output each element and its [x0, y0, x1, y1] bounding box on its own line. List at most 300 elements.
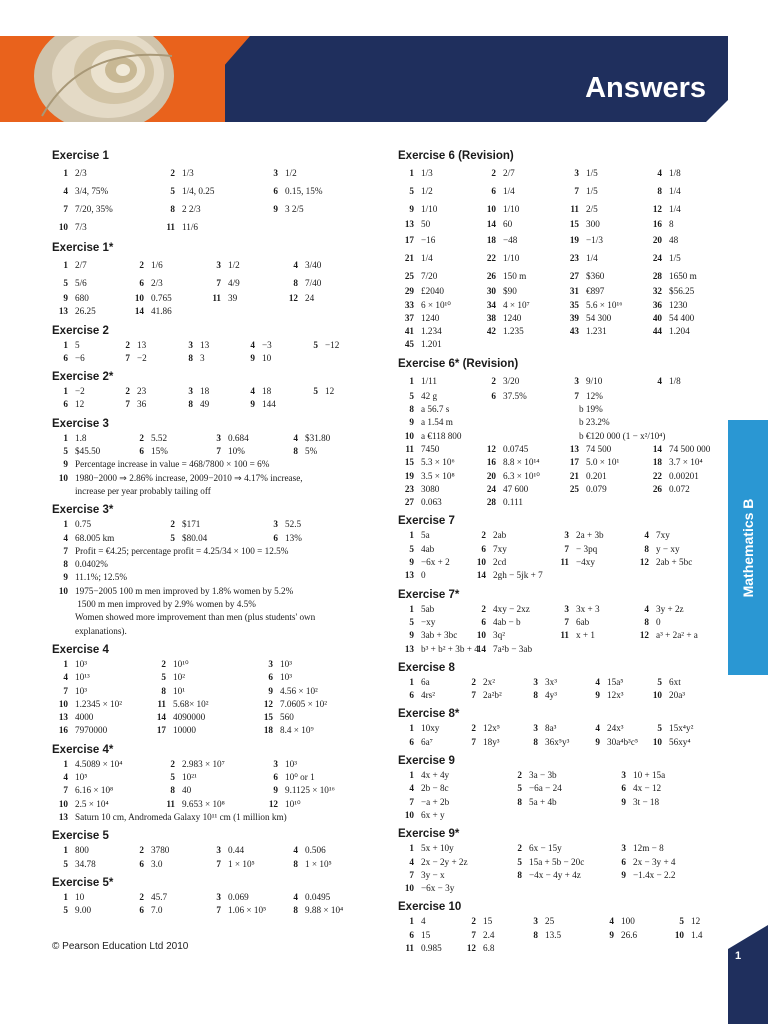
- question-number: 8: [293, 905, 298, 916]
- page-title: Answers: [585, 72, 706, 104]
- answer-text: 0.15, 15%: [285, 186, 323, 196]
- question-number: 7: [216, 905, 221, 916]
- answer-item: [398, 782, 449, 795]
- question-number: 1: [409, 603, 414, 614]
- side-tab: [728, 420, 768, 675]
- answer-row: [52, 472, 364, 485]
- answer-text: 6ab: [576, 616, 590, 627]
- question-number: 3: [216, 432, 221, 443]
- answer-text: 1.201: [421, 339, 442, 350]
- answer-item: [480, 443, 528, 456]
- answer-text: 0.506: [305, 845, 326, 856]
- answer-text: 3ab + 3bc: [421, 630, 458, 641]
- answer-text: 10³: [285, 758, 297, 769]
- answer-item: [52, 771, 87, 784]
- answer-text: 7xy: [656, 530, 670, 541]
- answer-text: 0.069: [228, 891, 249, 902]
- answer-text: 74 500: [586, 443, 612, 454]
- answer-text: 0.072: [669, 483, 690, 494]
- question-number: 5: [313, 386, 318, 397]
- answer-item: [282, 274, 321, 292]
- question-number: 9: [621, 796, 626, 807]
- answer-text: 1.234: [421, 326, 442, 337]
- question-number: 39: [569, 312, 579, 323]
- question-number: 3: [574, 168, 579, 178]
- answer-item: [460, 915, 492, 928]
- answer-text: 15a + 5b − 20c: [529, 856, 585, 867]
- exercise-block: [398, 358, 716, 510]
- answer-text: 800: [75, 845, 89, 856]
- answer-item: [128, 891, 167, 904]
- exercise-block: [52, 325, 364, 366]
- answer-text: 5.0 × 10¹: [586, 457, 620, 468]
- answer-text: 4ab: [421, 543, 435, 554]
- question-number: 3: [273, 758, 278, 769]
- answer-item: [150, 724, 196, 737]
- answer-row: [398, 736, 716, 749]
- answer-item: [480, 372, 519, 390]
- answer-item: [398, 416, 453, 429]
- answer-text: 1240: [421, 312, 440, 323]
- answer-text: 1.2345 × 10²: [75, 698, 122, 709]
- answer-item: [52, 274, 87, 292]
- question-number: 17: [156, 725, 166, 736]
- answer-text: b³ + b² + 3b + 4: [421, 643, 479, 654]
- answer-text: b €120 000 (1 − x²/10⁴): [579, 430, 666, 441]
- answer-item: [52, 305, 96, 318]
- answer-item: [470, 543, 507, 556]
- question-number: 6: [481, 616, 486, 627]
- answer-item: [460, 689, 502, 702]
- question-number: 30: [486, 286, 496, 297]
- question-number: 7: [471, 690, 476, 701]
- answer-item: [398, 312, 439, 325]
- answer-item: [563, 299, 622, 312]
- answer-item: [480, 231, 517, 249]
- answer-text: 3780: [151, 845, 170, 856]
- answer-text: Percentage increase in value = 468/7800 × 100 = 6%: [75, 459, 270, 470]
- answer-item: [205, 904, 266, 917]
- answer-item: [480, 312, 521, 325]
- answer-item: [262, 758, 297, 771]
- question-number: 10: [134, 293, 144, 303]
- answer-item: [177, 339, 209, 352]
- answer-text: 5%: [305, 446, 318, 457]
- answer-item: [282, 891, 330, 904]
- answer-text: −1.4x − 2.2: [633, 869, 676, 880]
- answer-text: 4xy − 2xz: [493, 603, 530, 614]
- exercise-block: [52, 418, 364, 498]
- question-number: 9: [268, 685, 273, 696]
- answer-item: [480, 182, 515, 200]
- exercise-block: [52, 242, 364, 319]
- answer-item: [205, 844, 244, 857]
- answer-item: [398, 390, 437, 403]
- answer-item: [646, 249, 681, 267]
- question-number: 2: [491, 168, 496, 178]
- answer-text: 10¹³: [75, 672, 90, 683]
- question-number: 1: [409, 916, 414, 927]
- answer-item: [563, 312, 611, 325]
- answer-text: 680: [75, 293, 89, 303]
- question-number: 2: [139, 845, 144, 856]
- answer-text: 1/4: [586, 253, 598, 264]
- answer-item: [114, 339, 146, 352]
- answer-item: [52, 558, 108, 571]
- answer-item: [159, 164, 194, 182]
- answer-text: 12m − 8: [633, 843, 664, 854]
- question-number: 2: [170, 168, 175, 178]
- question-number: 6: [491, 186, 496, 196]
- answer-text: 0.00201: [669, 470, 699, 481]
- answer-item: [52, 292, 89, 305]
- answer-row: [398, 689, 716, 702]
- question-number: 3: [564, 530, 569, 541]
- answer-text: 1.4: [691, 929, 703, 940]
- answer-row: [52, 518, 364, 531]
- question-number: 1: [63, 339, 68, 350]
- question-number: 8: [657, 186, 662, 196]
- question-number: 7: [574, 390, 579, 401]
- answer-item: [52, 798, 109, 811]
- answer-item: [257, 698, 327, 711]
- answer-text: 1/6: [151, 260, 163, 270]
- answer-text: 0: [656, 616, 661, 627]
- answer-item: [159, 532, 207, 545]
- answer-row: [52, 305, 364, 318]
- answer-text: −12: [325, 339, 340, 350]
- answer-text: 74 500 000: [669, 443, 711, 454]
- answer-item: [52, 625, 127, 638]
- question-number: 10: [476, 630, 486, 641]
- answer-item: [262, 200, 304, 218]
- answer-item: [470, 569, 543, 582]
- answer-text: 1500 m men improved by 2.9% women by 4.5%: [75, 599, 256, 610]
- question-number: 4: [250, 339, 255, 350]
- answer-text: −1/3: [586, 235, 603, 246]
- question-number: 3: [188, 339, 193, 350]
- answer-item: [128, 305, 172, 318]
- question-number: 11: [560, 630, 569, 641]
- answer-item: [563, 325, 607, 338]
- answer-row: [398, 164, 716, 182]
- question-number: 21: [569, 470, 579, 481]
- exercise-title: Exercise 6* (Revision): [398, 357, 519, 370]
- question-number: 6: [481, 543, 486, 554]
- answer-text: −6: [75, 352, 85, 363]
- question-number: 19: [404, 470, 414, 481]
- question-number: 15: [404, 457, 414, 468]
- answer-text: $360: [586, 271, 605, 282]
- answer-text: a 56.7 s: [421, 404, 450, 415]
- answer-item: [480, 470, 540, 483]
- answer-text: 100: [621, 916, 635, 927]
- answer-item: [646, 736, 691, 749]
- question-number: 23: [404, 483, 414, 494]
- answer-item: [398, 869, 445, 882]
- question-number: 9: [595, 736, 600, 747]
- question-number: 2: [481, 603, 486, 614]
- answer-row: [398, 372, 716, 390]
- answer-text: 6.16 × 10⁸: [75, 785, 114, 796]
- answer-text: 8.8 × 10¹⁴: [503, 457, 540, 468]
- answer-item: [282, 292, 314, 305]
- question-number: 12: [639, 557, 649, 568]
- answer-item: [563, 267, 604, 285]
- answer-text: 6x − 15y: [529, 843, 562, 854]
- answer-text: 2/7: [75, 260, 87, 270]
- answer-text: 2 2/3: [182, 204, 201, 214]
- answer-text: 1/5: [586, 168, 598, 178]
- question-number: 4: [644, 530, 649, 541]
- question-number: 8: [293, 446, 298, 457]
- answer-item: [563, 249, 598, 267]
- question-number: 16: [58, 725, 68, 736]
- answer-text: 15: [421, 929, 431, 940]
- answer-row: [398, 200, 716, 218]
- answer-text: 0.75: [75, 519, 92, 530]
- exercise-block: [398, 515, 716, 582]
- answer-item: [159, 771, 197, 784]
- answer-text: 1/4: [421, 253, 433, 264]
- answer-item: [257, 671, 292, 684]
- answer-text: 24: [305, 293, 315, 303]
- question-number: 7: [216, 858, 221, 869]
- answer-item: [52, 352, 85, 365]
- question-number: 8: [533, 736, 538, 747]
- answer-item: [633, 629, 698, 642]
- question-number: 36: [652, 299, 662, 310]
- question-number: 7: [574, 186, 579, 196]
- answer-item: [52, 685, 87, 698]
- question-number: 5: [63, 278, 68, 288]
- answer-item: [398, 470, 455, 483]
- question-number: 2: [517, 770, 522, 781]
- answer-row: [52, 256, 364, 274]
- answer-text: 15: [483, 916, 493, 927]
- answer-text: 3x³: [545, 676, 557, 687]
- answer-text: 1975−2005 100 m men improved by 1.8% women by 5.2%: [75, 585, 294, 596]
- answer-item: [52, 784, 113, 797]
- question-number: 12: [288, 293, 298, 303]
- answer-item: [177, 398, 209, 411]
- question-number: 4: [409, 856, 414, 867]
- answer-item: [398, 267, 437, 285]
- question-number: 2: [517, 843, 522, 854]
- answer-text: 1/4, 0.25: [182, 186, 215, 196]
- answer-text: 37.5%: [503, 390, 527, 401]
- question-number: 3: [621, 770, 626, 781]
- answer-item: [257, 658, 292, 671]
- answer-item: [398, 569, 426, 582]
- question-number: 26: [486, 271, 496, 282]
- question-number: 7: [125, 399, 130, 410]
- answer-text: 12: [691, 916, 701, 927]
- exercise-block: [52, 830, 364, 871]
- answer-item: [52, 385, 85, 398]
- answer-item: [128, 904, 162, 917]
- question-number: 13: [404, 570, 414, 581]
- answer-text: 24x³: [607, 723, 624, 734]
- question-number: 6: [273, 186, 278, 196]
- answer-item: [282, 256, 321, 274]
- answer-text: 2ab: [493, 530, 507, 541]
- exercise-block: [398, 150, 716, 352]
- answer-item: [262, 518, 301, 531]
- answer-row: [398, 643, 716, 656]
- answer-item: [398, 249, 433, 267]
- question-number: 7: [564, 543, 569, 554]
- question-number: 5: [63, 446, 68, 457]
- answer-item: [150, 711, 205, 724]
- answer-text: −2: [75, 386, 85, 397]
- answer-text: 10³: [280, 672, 292, 683]
- question-number: 9: [273, 204, 278, 214]
- question-number: 6: [273, 772, 278, 783]
- answer-item: [480, 456, 539, 469]
- answer-item: [522, 676, 557, 689]
- question-number: 26: [652, 483, 662, 494]
- answer-text: 1/3: [421, 168, 433, 178]
- answer-text: 4ab − b: [493, 616, 521, 627]
- answer-item: [205, 292, 237, 305]
- answer-item: [52, 811, 287, 824]
- answer-text: 1/2: [421, 186, 433, 196]
- answer-item: [584, 722, 624, 735]
- answer-item: [239, 398, 276, 411]
- question-number: 8: [533, 929, 538, 940]
- answer-text: 10⁰ or 1: [285, 772, 315, 783]
- question-number: 4: [657, 168, 662, 178]
- answer-text: 3.0: [151, 858, 163, 869]
- question-number: 8: [409, 404, 414, 415]
- answer-row: [52, 671, 364, 684]
- answer-item: [398, 182, 433, 200]
- question-number: 14: [476, 570, 486, 581]
- answer-text: 12: [325, 386, 335, 397]
- question-number: 27: [404, 497, 414, 508]
- answer-item: [633, 616, 661, 629]
- question-number: 3: [564, 603, 569, 614]
- answer-row: [398, 942, 716, 955]
- answer-item: [159, 200, 201, 218]
- answer-item: [553, 529, 604, 542]
- question-number: 11: [157, 698, 166, 709]
- answer-item: [52, 758, 122, 771]
- answer-text: 7.0605 × 10²: [280, 698, 327, 709]
- answer-item: [563, 182, 598, 200]
- exercise-title: Exercise 8: [398, 661, 455, 674]
- question-number: 3: [273, 519, 278, 530]
- answer-row: [398, 285, 716, 298]
- question-number: 45: [404, 339, 414, 350]
- question-number: 22: [486, 253, 496, 264]
- question-number: 1: [63, 260, 68, 270]
- question-number: 24: [486, 483, 496, 494]
- answer-item: [460, 942, 494, 955]
- answer-item: [398, 543, 434, 556]
- exercise-title: Exercise 2*: [52, 371, 114, 384]
- answer-text: 2x − 2y + 2z: [421, 856, 468, 867]
- question-number: 12: [639, 630, 649, 641]
- question-number: 6: [409, 736, 414, 747]
- question-number: 10: [652, 736, 662, 747]
- answer-row: [52, 445, 364, 458]
- answer-text: 7xy: [493, 543, 507, 554]
- answer-item: [584, 736, 638, 749]
- answer-text: x + 1: [576, 630, 595, 641]
- answer-item: [480, 390, 527, 403]
- question-number: 2: [125, 339, 130, 350]
- answer-text: 2/5: [586, 204, 598, 214]
- question-number: 10: [58, 472, 68, 483]
- answer-text: 560: [280, 712, 294, 723]
- question-number: 27: [569, 271, 579, 282]
- answer-text: −6a − 24: [529, 783, 562, 794]
- question-number: 8: [533, 690, 538, 701]
- answer-text: 7/20, 35%: [75, 204, 113, 214]
- question-number: 10: [486, 204, 496, 214]
- answer-text: 0.079: [586, 483, 607, 494]
- answer-item: [52, 472, 303, 485]
- answer-text: 10²¹: [182, 772, 197, 783]
- answer-text: 0.201: [586, 470, 607, 481]
- answer-item: [128, 844, 169, 857]
- question-number: 1: [409, 530, 414, 541]
- question-number: 13: [404, 643, 414, 654]
- question-number: 13: [569, 443, 579, 454]
- answer-item: [398, 164, 433, 182]
- question-number: 8: [517, 796, 522, 807]
- answer-text: −48: [503, 235, 518, 246]
- exercise-title: Exercise 5*: [52, 876, 114, 889]
- question-number: 7: [216, 278, 221, 288]
- answer-text: 4x + 4y: [421, 770, 450, 781]
- answer-text: 7450: [421, 443, 440, 454]
- answer-item: [522, 915, 554, 928]
- question-number: 12: [486, 443, 496, 454]
- question-number: 9: [409, 557, 414, 568]
- question-number: 10: [58, 698, 68, 709]
- exercise-title: Exercise 1*: [52, 242, 114, 254]
- answer-text: 1 × 10⁵: [305, 858, 332, 869]
- answer-item: [257, 711, 294, 724]
- answer-item: [506, 796, 557, 809]
- answer-item: [262, 784, 335, 797]
- question-number: 11: [166, 798, 175, 809]
- answer-item: [506, 869, 581, 882]
- answer-text: 150 m: [503, 271, 527, 282]
- right-column: [398, 150, 716, 961]
- answer-row: [398, 869, 716, 882]
- answer-text: 10³: [75, 658, 87, 669]
- question-number: 10: [58, 222, 68, 232]
- answer-text: 0.0495: [305, 891, 331, 902]
- answer-item: [398, 403, 449, 416]
- question-number: 9: [409, 417, 414, 428]
- question-number: 5: [170, 532, 175, 543]
- question-number: 12: [263, 698, 273, 709]
- exercise-block: [398, 708, 716, 749]
- question-number: 14: [476, 643, 486, 654]
- answer-row: [52, 858, 364, 871]
- answer-text: 2b − 8c: [421, 783, 449, 794]
- answer-row: [398, 769, 716, 782]
- question-number: 1: [63, 432, 68, 443]
- question-number: 3: [621, 843, 626, 854]
- question-number: 8: [293, 278, 298, 288]
- answer-row: [52, 385, 364, 398]
